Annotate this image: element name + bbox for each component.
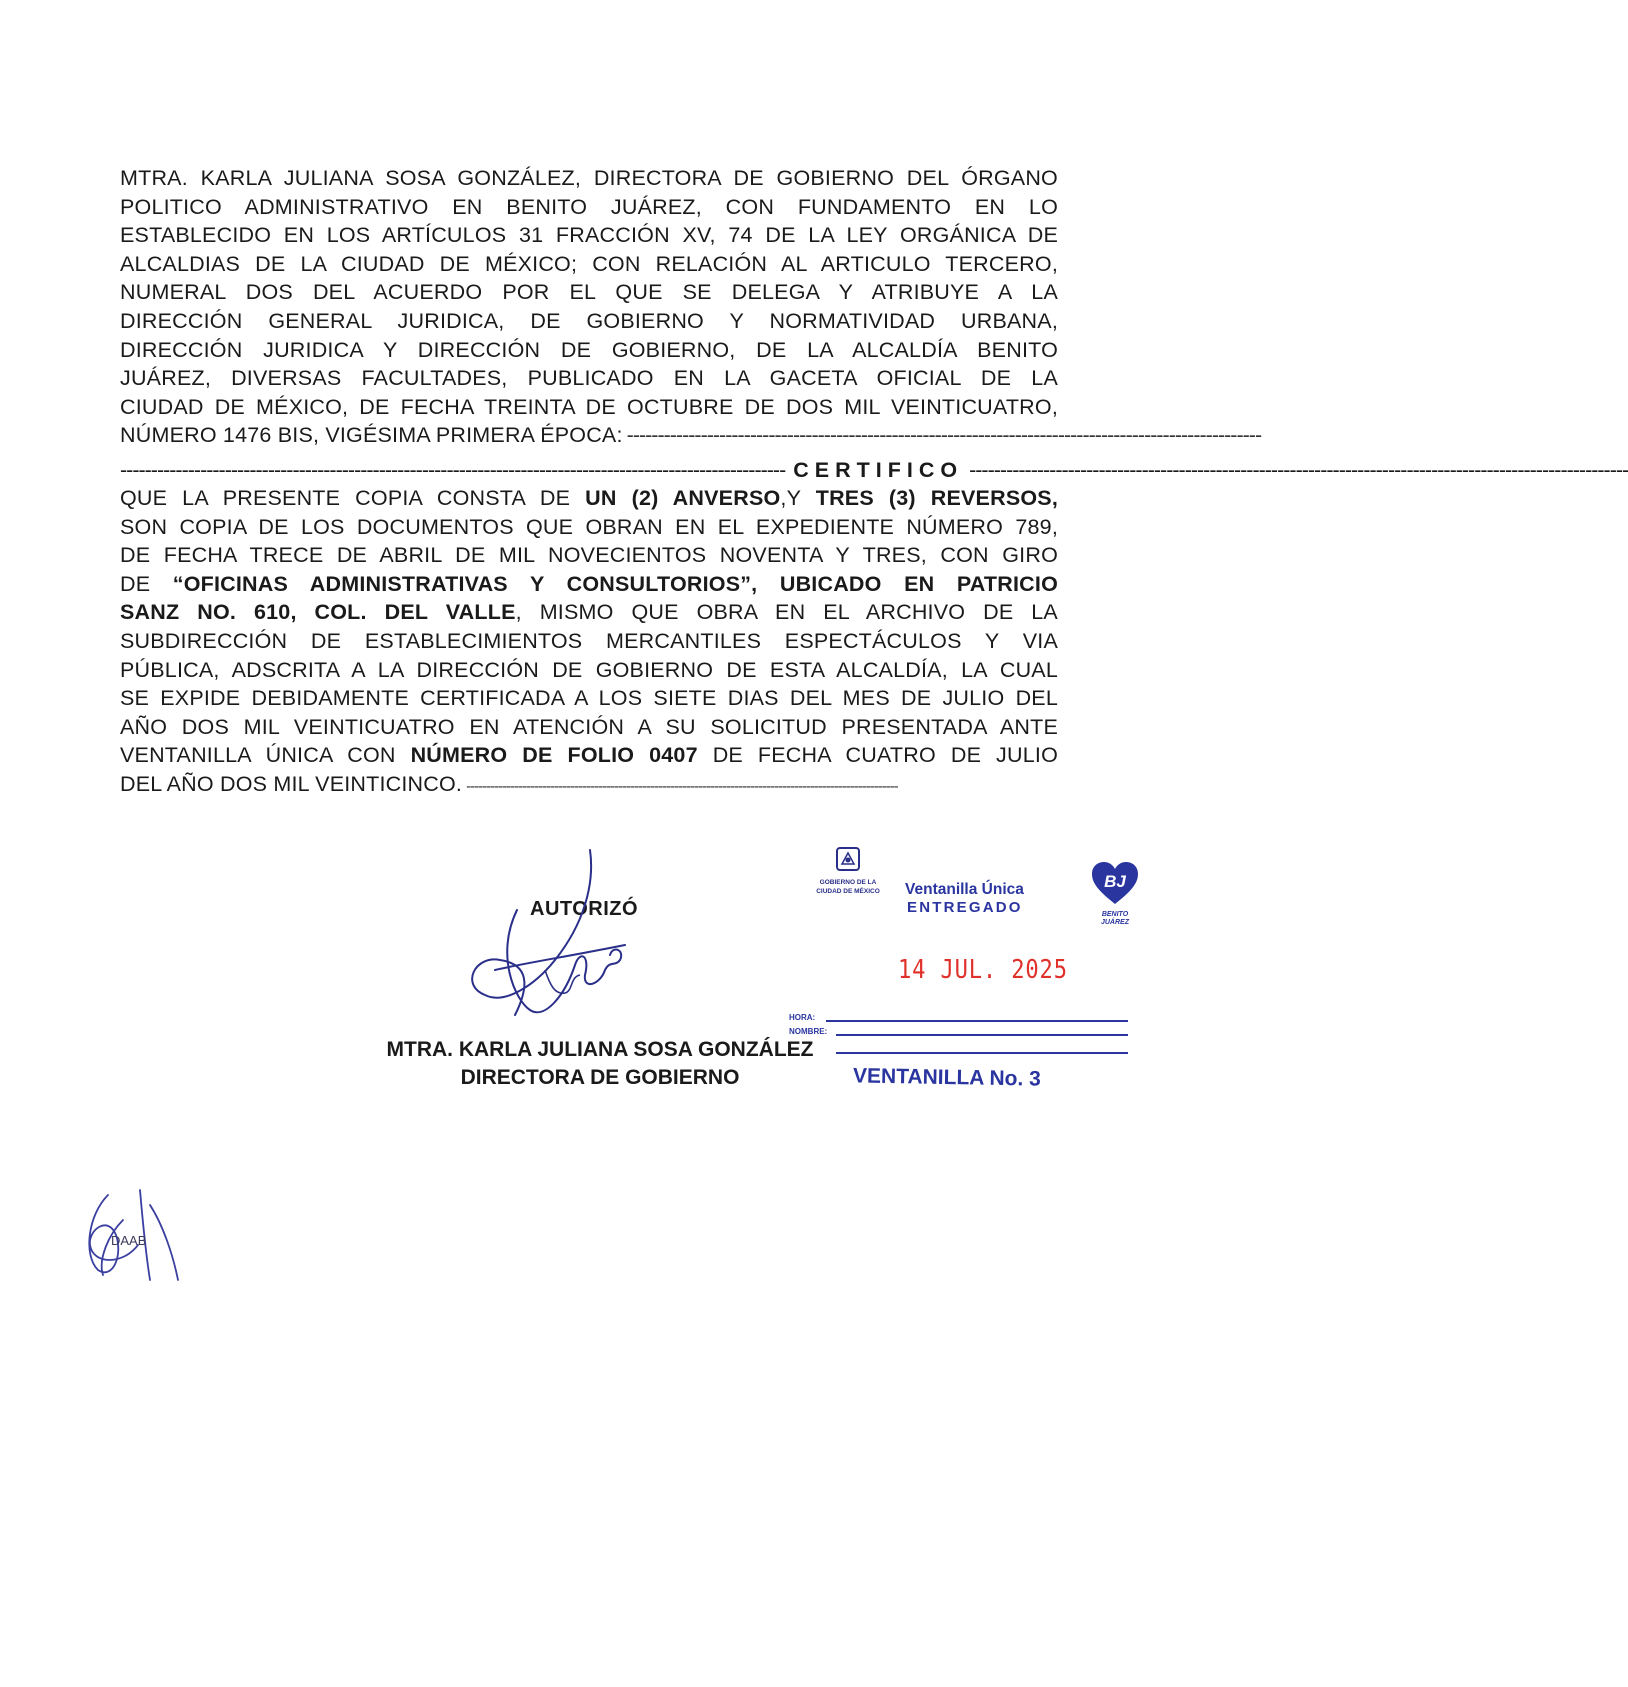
hora-label: HORA: <box>789 1013 816 1022</box>
text-run: VENTANILLA ÚNICA CON <box>120 743 411 768</box>
stamp-date: 14 JUL. 2025 <box>898 955 1068 985</box>
signer-title: DIRECTORA DE GOBIERNO <box>460 1066 740 1089</box>
text-run: QUE LA PRESENTE COPIA CONSTA DE <box>120 486 586 510</box>
bold-run: UN (2) ANVERSO <box>585 486 781 510</box>
preamble-line: NÚMERO 1476 BIS, VIGÉSIMA PRIMERA ÉPOCA: <box>120 423 623 448</box>
body-line: DE FECHA TRECE DE ABRIL DE MIL NOVECIENTOS NOVENTA Y TRES, CON GIRO <box>120 543 1058 568</box>
body-line: SON COPIA DE LOS DOCUMENTOS QUE OBRAN EN EL EXPEDIENTE NÚMERO 789, <box>120 514 1058 539</box>
preamble-line: POLITICO ADMINISTRATIVO EN BENITO JUÁREZ, CON FUNDAMENTO EN LO <box>120 194 1058 219</box>
body-line: DEL AÑO DOS MIL VEINTICINCO. <box>120 771 463 796</box>
autorizo-label: AUTORIZÓ <box>530 898 639 920</box>
gov-caption: GOBIERNO DE LA <box>819 879 877 886</box>
body-line: SUBDIRECCIÓN DE ESTABLECIMIENTOS MERCANTILES ESPECTÁCULOS Y VIA <box>120 628 1058 653</box>
ventanilla-number: VENTANILLA No. 3 <box>852 1064 1042 1091</box>
text-run: , MISMO QUE OBRA EN EL ARCHIVO DE LA <box>515 600 1058 625</box>
bold-run: “OFICINAS ADMINISTRATIVAS Y CONSULTORIOS”, UBICADO EN PATRICIO <box>172 571 1058 596</box>
signer-name: MTRA. KARLA JULIANA SOSA GONZÁLEZ <box>386 1038 814 1061</box>
preamble-line: CIUDAD DE MÉXICO, DE FECHA TREINTA DE OCTUBRE DE DOS MIL VEINTICUATRO, <box>120 394 1058 419</box>
preamble-line: JUÁREZ, DIVERSAS FACULTADES, PUBLICADO EN LA GACETA OFICIAL DE LA <box>120 366 1058 391</box>
hora-line <box>826 1020 1128 1022</box>
body-line: AÑO DOS MIL VEINTICUATRO EN ATENCIÓN A SU SOLICITUD PRESENTADA ANTE <box>120 714 1058 739</box>
coat-of-arms-icon <box>835 846 861 872</box>
preamble-line: DIRECCIÓN JURIDICA Y DIRECCIÓN DE GOBIERNO, DE LA ALCALDÍA BENITO <box>120 337 1058 362</box>
body-line <box>120 570 1058 599</box>
nombre-label: NOMBRE: <box>789 1027 828 1036</box>
dash-filler: ------------------------------------------------------------------------------------------------------- <box>626 423 1262 448</box>
body-last-line <box>120 770 1058 802</box>
initials-text: DAAB <box>111 1233 147 1248</box>
bold-run: TRES (3) REVERSOS, <box>815 486 1058 510</box>
preamble-line: ESTABLECIDO EN LOS ARTÍCULOS 31 FRACCIÓN XV, 74 DE LA LEY ORGÁNICA DE <box>120 223 1058 248</box>
bold-run: NÚMERO DE FOLIO 0407 <box>410 743 698 768</box>
text-run: DE <box>120 571 173 596</box>
legal-preamble <box>120 164 1262 450</box>
body-line <box>120 741 1058 770</box>
body-line: SE EXPIDE DEBIDAMENTE CERTIFICADA A LOS SIETE DIAS DEL MES DE JULIO DEL <box>120 686 1058 711</box>
text-run: DE FECHA CUATRO DE JULIO <box>697 743 1058 768</box>
bold-run: SANZ NO. 610, COL. DEL VALLE <box>120 600 516 625</box>
text-run: ,Y <box>780 486 816 510</box>
dash-filler: ------------------------------------------------------------------------------------------------------------ <box>120 458 786 482</box>
cdmx-government-logo <box>805 846 891 895</box>
certification-body <box>120 484 1058 802</box>
benito-juarez-logo <box>1090 860 1140 927</box>
bj-caption: BENITO <box>1101 911 1129 918</box>
bj-caption: JUÁREZ <box>1100 919 1129 926</box>
gov-caption: CIUDAD DE MÉXICO <box>816 888 880 895</box>
certifico-heading <box>120 456 1628 484</box>
dash-filler: ----------------------------------------------------------------------------------------------------------- <box>969 458 1628 482</box>
nombre-line <box>836 1034 1128 1036</box>
stamp-title: Ventanilla Única <box>905 881 1024 898</box>
preamble-line: NUMERAL DOS DEL ACUERDO POR EL QUE SE DELEGA Y ATRIBUYE A LA <box>120 280 1058 305</box>
preamble-line: ALCALDIAS DE LA CIUDAD DE MÉXICO; CON RELACIÓN AL ARTICULO TERCERO, <box>120 251 1058 276</box>
bj-heart-icon <box>1090 860 1140 906</box>
dash-filler: ------------------------------------------------------------------------------------------------------------ <box>466 777 898 795</box>
handwritten-signature <box>455 845 655 1030</box>
bj-mark-text: BJ <box>1104 872 1126 891</box>
preamble-line: MTRA. KARLA JULIANA SOSA GONZÁLEZ, DIRECTORA DE GOBIERNO DEL ÓRGANO <box>120 166 1058 190</box>
certifico-word: CERTIFICO <box>793 458 964 482</box>
preamble-last-line <box>120 421 1262 450</box>
preamble-line: DIRECCIÓN GENERAL JURIDICA, DE GOBIERNO Y NORMATIVIDAD URBANA, <box>120 308 1058 333</box>
stamp-status: ENTREGADO <box>907 899 1023 916</box>
body-line <box>120 484 1058 513</box>
nombre-line <box>836 1052 1128 1054</box>
body-line <box>120 598 1058 627</box>
body-line: PÚBLICA, ADSCRITA A LA DIRECCIÓN DE GOBIERNO DE ESTA ALCALDÍA, LA CUAL <box>120 657 1058 682</box>
